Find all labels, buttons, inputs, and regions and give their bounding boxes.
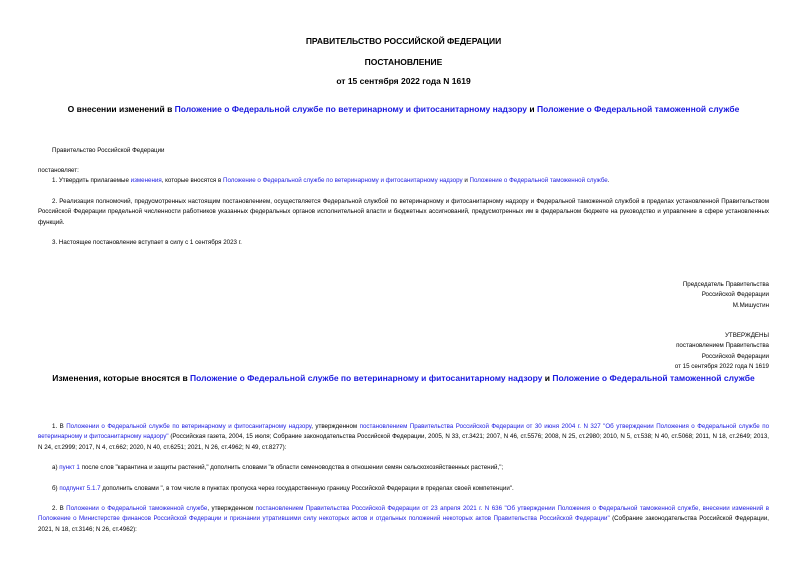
resolves-word: постановляет: [38, 167, 79, 174]
item-1 [52, 176, 609, 186]
change-2-link-customs-regulation[interactable]: Положении о Федеральной таможенной службе [66, 505, 208, 512]
title-conjunction: и [527, 104, 537, 114]
approval-stamp [675, 331, 769, 372]
government-name: Правительство Российской Федерации [52, 147, 165, 154]
changes-title-link-vet-regulation[interactable]: Положение о Федеральной службе по ветеринарному и фитосанитарному надзору [190, 373, 543, 383]
document-type: ПОСТАНОВЛЕНИЕ [364, 57, 443, 67]
changes-title [40, 372, 767, 384]
change-1a-prefix: а) [52, 464, 60, 471]
signature-block [683, 280, 769, 311]
government-heading: ПРАВИТЕЛЬСТВО РОССИЙСКОЙ ФЕДЕРАЦИИ [305, 36, 502, 46]
changes-title-link-customs-regulation[interactable]: Положение о Федеральной таможенной службе [552, 373, 755, 383]
change-2-link-resolution-636[interactable]: постановлением Правительства Российской Федерации от 23 апреля 2021 г. N 636 "Об утверждении Положения о Федеральной таможенной службе, внесении изменений в Положение о Министерстве финансов Российской Федерации и признании утратившими силу некоторых актов и отдельных положений некоторых актов Правительства Российской Федерации" [38, 505, 769, 523]
change-1b-link-subpoint[interactable]: подпункт 5.1.7 [59, 485, 101, 492]
change-1a-text: после слов "карантина и защиты растений," дополнить словами "в области семеноводства в отношении семян сельскохозяйственных растений,"; [79, 464, 504, 471]
change-1a [52, 463, 503, 473]
approval-by: постановлением Правительства [676, 342, 769, 350]
title-link-customs-regulation[interactable]: Положение о Федеральной таможенной службе [536, 104, 740, 114]
change-1b-text: дополнить словами ", в том числе в пунктах пропуска через государственную границу Российской Федерации в пределах своей компетенции". [100, 485, 514, 492]
change-1b [52, 484, 514, 494]
item-1-link-customs-regulation[interactable]: Положение о Федеральной таможенной службе [469, 177, 608, 184]
change-2-text: , утвержденном [207, 505, 256, 512]
change-1b-prefix: б) [52, 485, 60, 492]
document-date-number: от 15 сентября 2022 года N 1619 [336, 76, 471, 86]
approval-country: Российской Федерации [701, 352, 769, 360]
document-title [40, 103, 767, 115]
item-1-conjunction: и [462, 177, 470, 184]
item-1-link-vet-regulation[interactable]: Положение о Федеральной службе по ветеринарному и фитосанитарному надзору [223, 177, 463, 184]
change-2-sources: (Собрание законодательства Российской Федерации, 2021, N 18, ст.3146; N 26, ст.4962): [38, 515, 769, 533]
approval-word: УТВЕРЖДЕНЫ [725, 332, 769, 339]
signature-name: М.Мишустин [732, 301, 769, 309]
item-3: 3. Настоящее постановление вступает в силу с 1 сентября 2023 г. [52, 239, 242, 246]
changes-title-prefix: Изменения, которые вносятся в [52, 373, 191, 383]
signature-title: Председатель Правительства [682, 281, 769, 288]
title-prefix: О внесении изменений в [67, 104, 175, 114]
item-1-prefix: 1. Утвердить прилагаемые [52, 177, 131, 184]
change-1-link-vet-regulation[interactable]: Положении о Федеральной службе по ветеринарному и фитосанитарному надзору [66, 423, 312, 430]
change-1-link-resolution-327[interactable]: постановлением Правительства Российской Федерации от 30 июня 2004 г. N 327 "Об утверждении Положения о Федеральной службе по ветеринарному и фитосанитарному надзору" [38, 423, 770, 441]
approval-date: от 15 сентября 2022 года N 1619 [674, 362, 769, 370]
change-2 [38, 504, 769, 535]
change-1a-link-point-1[interactable]: пункт 1 [59, 464, 80, 471]
change-2-prefix: 2. В [52, 505, 67, 512]
change-1-sources: (Российская газета, 2004, 15 июля; Собрание законодательства Российской Федерации, 2005, N 33, ст.3421; 2007, N 46, ст.5576; 2008, N 25, ст.2980; 2010, N 5, ст.538; N 40, ст.5068; 2011, N 18, ст.2649; 2013, N 24, ст.2999; 2017, N 4, ст.662; 2020, N 40, ст.6251; 2021, N 26, ст.4962; N 49, ст.8277): [38, 433, 769, 451]
item-1-link-changes[interactable]: изменения [130, 177, 162, 184]
item-1-end: . [607, 177, 610, 184]
item-1-text: , которые вносятся в [161, 177, 223, 184]
signature-country: Российской Федерации [701, 291, 769, 299]
change-1-text: , утвержденном [311, 423, 360, 430]
changes-title-conjunction: и [542, 373, 553, 383]
item-2: 2. Реализация полномочий, предусмотренных настоящим постановлением, осуществляется Федеральной службой по ветеринарному и фитосанитарному надзору и Федеральной таможенной службой в пределах установленной Правительством Российской Федерации предельной численности работников указанных федеральных органов исполнительной власти и бюджетных ассигнований, предусмотренных им в федеральном бюджете на руководство и управление в сфере установленных функций. [38, 198, 769, 226]
change-1 [38, 422, 769, 453]
title-link-vet-regulation[interactable]: Положение о Федеральной службе по ветеринарному и фитосанитарному надзору [174, 104, 528, 114]
change-1-prefix: 1. В [52, 423, 67, 430]
